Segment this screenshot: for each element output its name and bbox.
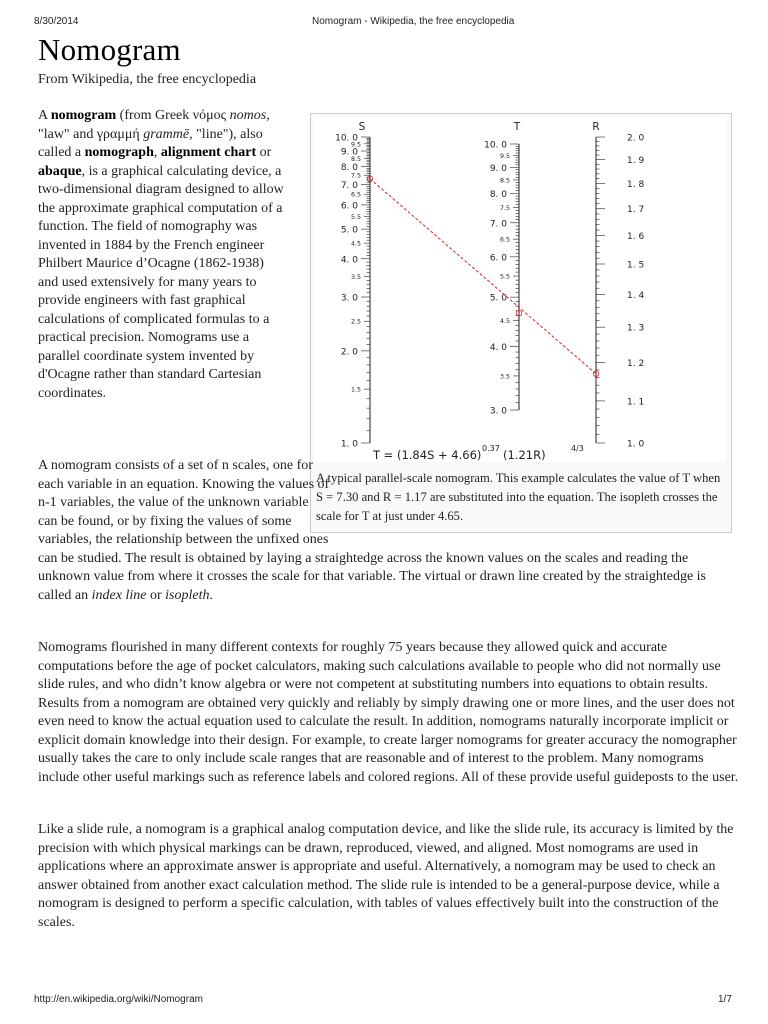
nomogram-image (314, 117, 726, 462)
scale-name-r: R (592, 121, 600, 133)
figure-float-spacer (330, 457, 740, 540)
scale-label-r: 2. 0 (627, 133, 645, 144)
scale-label-s: 1. 0 (340, 439, 358, 450)
formula-factor: (1.21R) (503, 448, 546, 462)
scale-label-r: 1. 5 (627, 260, 645, 271)
paragraph-accuracy: Like a slide rule, a nomogram is a graphical analog computation device, and like the slide rule, its accuracy is limited by the precision with which physical markings can be drawn, reproduced, viewed, and aligned. Most nomograms are used in applications where an approximate answer is appropriate and useful. Alternatively, a nomogram may be used to check an answer obtained from another exact calculation method. The slide rule is intended to be a general-purpose device, while a nomogram is designed to perform a specific calculation, with tables of values effectively built into the construction of the scales. (38, 822, 734, 930)
scale-label-t: 7. 0 (489, 219, 507, 230)
scale-minor-label-t: 7.5 (499, 205, 510, 213)
scale-minor-label-s: 6.5 (350, 191, 361, 199)
scale-label-r: 1. 6 (627, 232, 645, 243)
scale-label-s: 8. 0 (340, 163, 358, 174)
formula-exponent-1: 0.37 (482, 444, 500, 453)
scale-label-s: 2. 0 (340, 347, 358, 358)
scale-label-t: 8. 0 (489, 189, 507, 200)
scale-minor-label-s: 4.5 (350, 240, 361, 248)
scale-label-r: 1. 3 (627, 323, 645, 334)
isopleth-line (370, 179, 596, 374)
scale-minor-label-s: 2.5 (350, 318, 361, 326)
scale-name-t: T (513, 121, 521, 133)
page-url: http://en.wikipedia.org/wiki/Nomogram (34, 994, 203, 1005)
scale-label-r: 1. 8 (627, 180, 645, 191)
print-title: Nomogram - Wikipedia, the free encyclopedia (312, 16, 515, 27)
scale-label-t: 3. 0 (489, 406, 507, 417)
figure-caption: A typical parallel-scale nomogram. This example calculates the value of T when S = 7.30 and R = 1.17 are substituted into the equation. The isopleth crosses the scale for T at just under 4.65. (316, 471, 721, 523)
scale-minor-label-t: 8.5 (499, 177, 510, 185)
scale-minor-label-t: 5.5 (499, 273, 510, 281)
scale-label-t: 10. 0 (484, 140, 507, 151)
paragraph-history: Nomograms flourished in many different contexts for roughly 75 years because they allowed quick and accurate computations before the age of pocket calculators, making such calculations available to people who did not normally use slide rules, and who didn’t know algebra or were not competent at substituting numbers into equations to obtain results. Results from a nomogram are obtained very quickly and reliably by simply drawing one or more lines, and the user does not even need to know the actual equation used to calculate the result. In addition, nomograms naturally incorporate implicit or explicit domain knowledge into their design. For example, to create larger nomograms for greater accuracy the nomographer usually takes the care to only include scale ranges that are reasonable and of interest to the problem. Many nomograms include other useful markings such as reference labels and colored regions. All of these provide useful guideposts to the user. (38, 640, 739, 785)
intro-paragraph: A nomogram (from Greek νόμος nomos, "law" and γραμμή grammē, "line"), also called a nomograph, alignment chart or abaque, is a graphical calculating device, a two-dimensional diagram designed to allow the approximate graphical computation of a function. The field of nomography was invented in 1884 by the French engineer Philbert Maurice d’Ocagne (1862-1938) and used extensively for many years to provide engineers with fast graphical calculations of complicated formulas to a practical precision. Nomograms use a parallel coordinate system invented by d'Ocagne rather than standard Cartesian coordinates. (38, 108, 284, 401)
scale-minor-label-s: 1.5 (350, 386, 361, 394)
print-date: 8/30/2014 (34, 16, 79, 27)
page-title: Nomogram (38, 32, 181, 67)
scale-minor-label-t: 6.5 (499, 236, 510, 244)
nomogram-chart (314, 117, 726, 462)
scale-minor-label-t: 4.5 (499, 317, 510, 325)
scale-minor-label-t: 3.5 (499, 373, 510, 381)
scale-minor-label-s: 8.5 (350, 156, 361, 164)
scale-label-t: 6. 0 (489, 253, 507, 264)
page-number: 1/7 (718, 994, 732, 1005)
page-subtitle: From Wikipedia, the free encyclopedia (38, 72, 257, 87)
scale-label-s: 7. 0 (340, 180, 358, 191)
scale-minor-label-s: 9.5 (350, 141, 361, 149)
scale-minor-label-t: 9.5 (499, 152, 510, 160)
formula-base: T = (1.84S + 4.66) (373, 448, 482, 462)
scale-minor-label-s: 7.5 (350, 172, 361, 180)
scale-label-s: 4. 0 (340, 255, 358, 266)
scale-minor-label-s: 3.5 (350, 274, 361, 282)
scale-label-s: 5. 0 (340, 225, 358, 236)
scale-label-s: 10. 0 (335, 133, 358, 144)
scale-label-s: 6. 0 (340, 201, 358, 212)
scale-label-s: 3. 0 (340, 293, 358, 304)
scale-label-t: 5. 0 (489, 293, 507, 304)
scale-label-r: 1. 4 (627, 290, 645, 301)
formula-exponent-2: 4/3 (571, 444, 584, 453)
scale-label-r: 1. 0 (627, 439, 645, 450)
scale-label-r: 1. 2 (627, 359, 645, 370)
scale-label-r: 1. 1 (627, 397, 645, 408)
scale-name-s: S (358, 121, 366, 133)
scale-label-r: 1. 9 (627, 156, 645, 167)
scale-label-s: 9. 0 (340, 147, 358, 158)
scale-label-t: 4. 0 (489, 342, 507, 353)
scale-label-t: 9. 0 (489, 163, 507, 174)
scale-label-r: 1. 7 (627, 205, 645, 216)
paragraph-scales: A nomogram consists of a set of n scales, one for each variable in an equation. Knowing the values of n-1 variables, the value of the unknown variable can be found, or by fixing the values of some variables, the relationship between the unfixed ones can be studied. The result is obtained by laying a straightedge across the known values on the scales and reading the unknown value from where it crosses the scale for that variable. The virtual or drawn line created by the straightedge is called an index line or isopleth. (38, 457, 740, 605)
scale-minor-label-s: 5.5 (350, 213, 361, 221)
